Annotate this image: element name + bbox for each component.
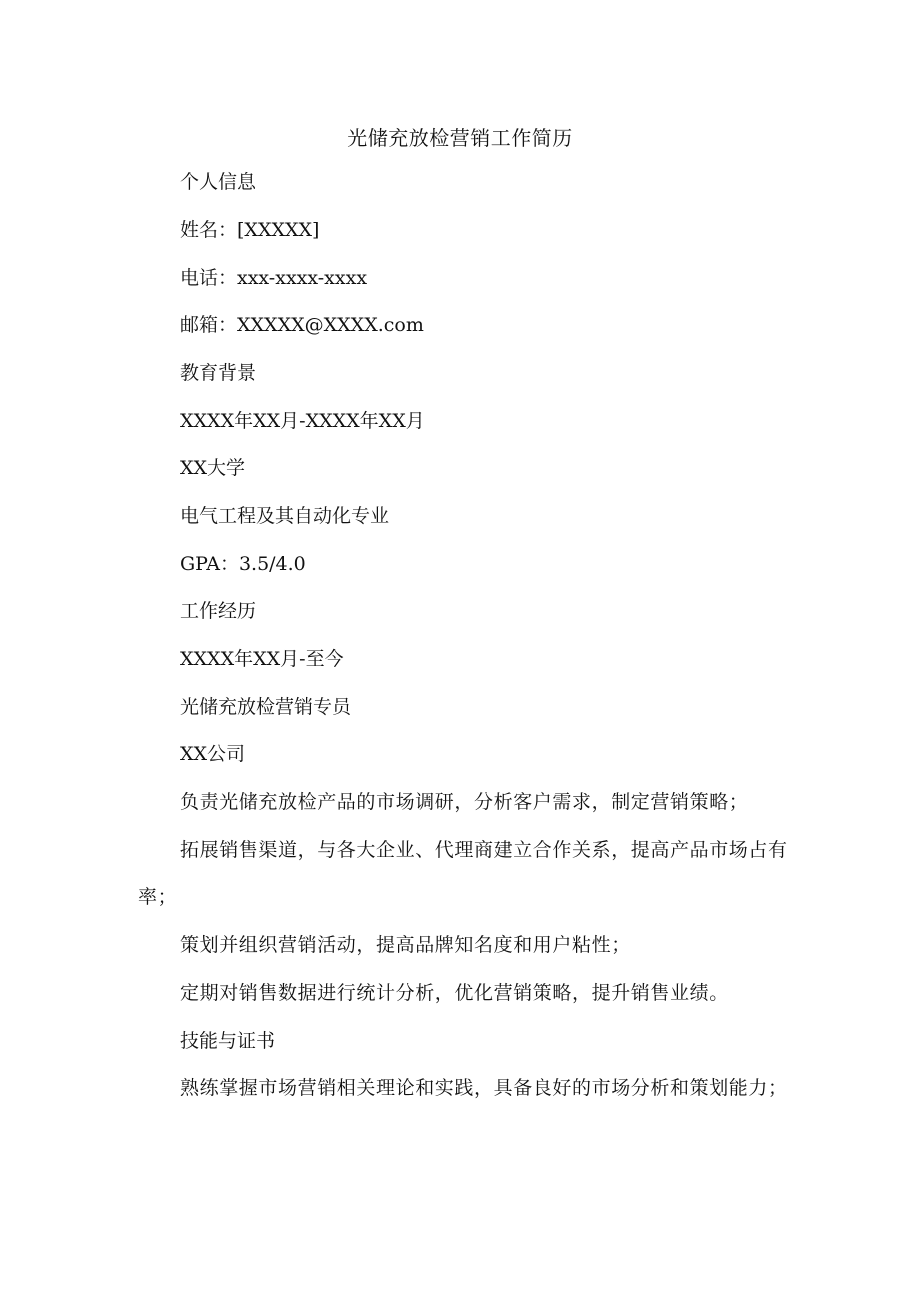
work-position: 光储充放检营销专员	[180, 696, 352, 718]
education-major: 电气工程及其自动化专业	[180, 505, 390, 527]
education-gpa: GPA：3.5/4.0	[180, 553, 306, 575]
work-duty-item: 负责光储充放检产品的市场调研，分析客户需求，制定营销策略；	[180, 791, 749, 813]
work-company: XX公司	[180, 743, 246, 765]
work-duty-item: 拓展销售渠道，与各大企业、代理商建立合作关系，提高产品市场占有率；	[138, 839, 788, 908]
section-heading-skills: 技能与证书	[180, 1030, 276, 1052]
section-heading-personal: 个人信息	[180, 171, 257, 193]
skill-item: 熟练掌握市场营销相关理论和实践，具备良好的市场分析和策划能力；	[180, 1077, 788, 1099]
work-period: XXXX年XX月-至今	[180, 648, 344, 670]
education-school: XX大学	[180, 457, 246, 479]
personal-phone: 电话：xxx-xxxx-xxxx	[180, 267, 368, 289]
section-heading-work: 工作经历	[180, 600, 257, 622]
section-heading-education: 教育背景	[180, 362, 257, 384]
personal-email: 邮箱：XXXXX@XXXX.com	[180, 314, 424, 336]
education-period: XXXX年XX月-XXXX年XX月	[180, 410, 425, 432]
personal-name: 姓名：[XXXXX]	[180, 219, 320, 241]
document-title: 光储充放检营销工作简历	[347, 126, 573, 150]
work-duty-item: 策划并组织营销活动，提高品牌知名度和用户粘性；	[180, 934, 631, 956]
work-duty-item: 定期对销售数据进行统计分析，优化营销策略，提升销售业绩。	[180, 982, 729, 1004]
